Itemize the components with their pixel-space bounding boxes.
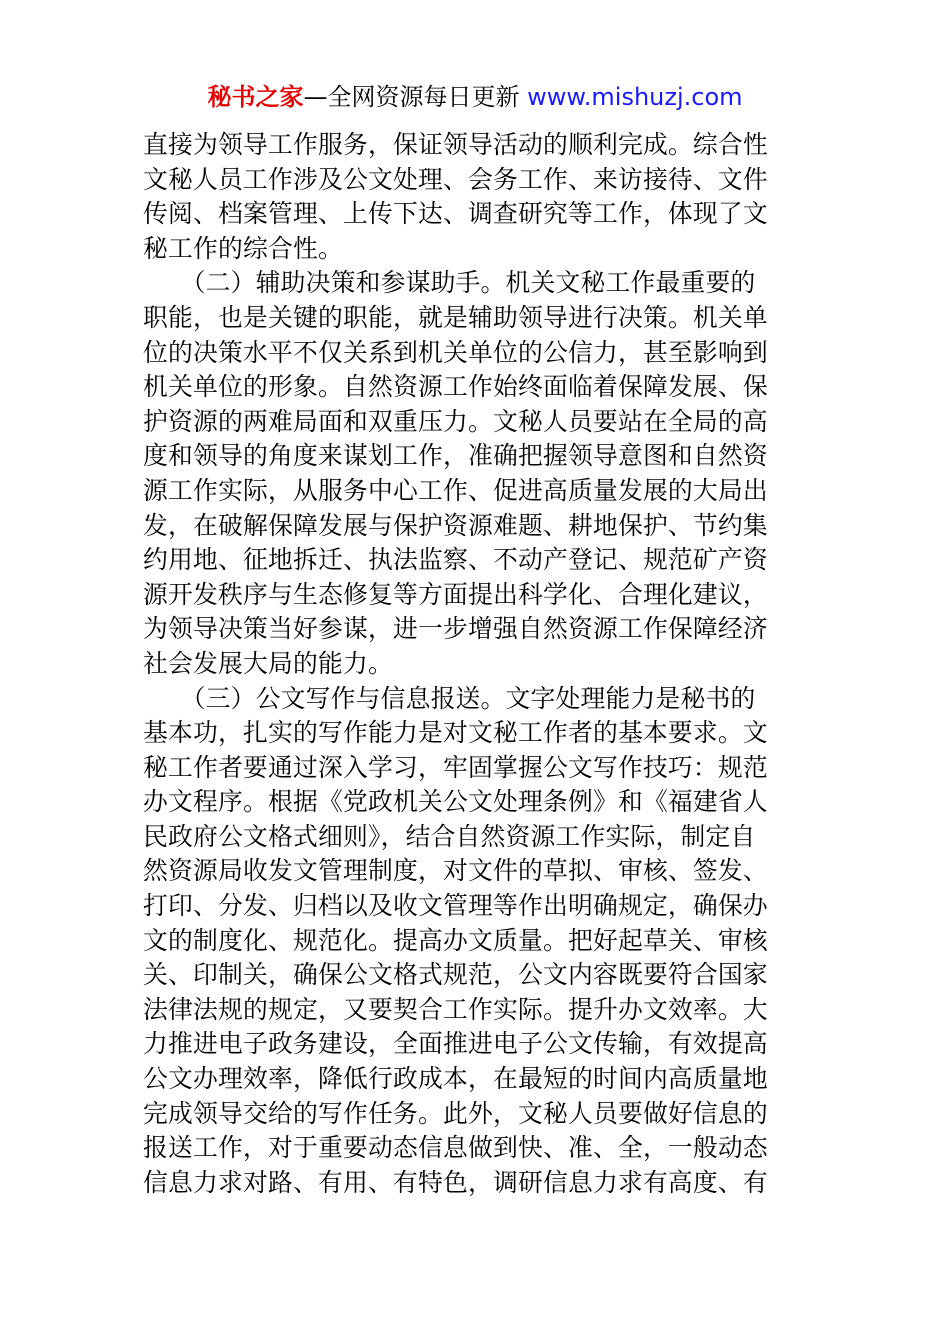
- text-line: 关、印制关，确保公文格式规范，公文内容既要符合国家: [143, 960, 768, 990]
- text-line: 报送工作，对于重要动态信息做到快、准、全，一般动态: [143, 1133, 768, 1163]
- text-line: 力推进电子政务建设，全面推进电子公文传输，有效提高: [143, 1029, 768, 1059]
- website-link[interactable]: www.mishuzj.com: [527, 83, 743, 111]
- page-header: [0, 80, 950, 114]
- brand-name: 秘书之家: [207, 83, 304, 111]
- text-line: 然资源局收发文管理制度，对文件的草拟、审核、签发、: [143, 856, 768, 886]
- text-line: 职能，也是关键的职能，就是辅助领导进行决策。机关单: [143, 302, 768, 332]
- text-line: 位的决策水平不仅关系到机关单位的公信力，甚至影响到: [143, 337, 768, 367]
- text-line: 传阅、档案管理、上传下达、调查研究等工作，体现了文: [143, 199, 768, 229]
- text-line: 文秘人员工作涉及公文处理、会务工作、来访接待、文件: [143, 164, 768, 194]
- text-line: 秘工作的综合性。: [143, 233, 343, 263]
- text-line: 源开发秩序与生态修复等方面提出科学化、合理化建议，: [143, 579, 768, 609]
- text-line: 约用地、征地拆迁、执法监察、不动产登记、规范矿产资: [143, 545, 768, 575]
- document-body: [143, 128, 808, 1200]
- text-line: 民政府公文格式细则》，结合自然资源工作实际，制定自: [143, 821, 756, 851]
- text-line: 为领导决策当好参谋，进一步增强自然资源工作保障经济: [143, 614, 768, 644]
- header-tagline: —全网资源每日更新: [303, 83, 528, 111]
- text-line: 发，在破解保障发展与保护资源难题、耕地保护、节约集: [143, 510, 768, 540]
- text-line: 打印、分发、归档以及收文管理等作出明确规定，确保办: [143, 891, 768, 921]
- section-heading-line: （三）公文写作与信息报送。文字处理能力是秘书的: [143, 683, 756, 713]
- text-line: 机关单位的形象。自然资源工作始终面临着保障发展、保: [143, 372, 768, 402]
- text-line: 度和领导的角度来谋划工作，准确把握领导意图和自然资: [143, 441, 768, 471]
- section-heading-line: （二）辅助决策和参谋助手。机关文秘工作最重要的: [143, 268, 756, 298]
- text-line: 办文程序。根据《党政机关公文处理条例》和《福建省人: [143, 787, 768, 817]
- text-line: 护资源的两难局面和双重压力。文秘人员要站在全局的高: [143, 406, 768, 436]
- text-line: 法律法规的规定，又要契合工作实际。提升办文效率。大: [143, 994, 768, 1024]
- text-line: 社会发展大局的能力。: [143, 648, 393, 678]
- text-line: 秘工作者要通过深入学习，牢固掌握公文写作技巧：规范: [143, 752, 768, 782]
- text-line: 基本功，扎实的写作能力是对文秘工作者的基本要求。文: [143, 718, 768, 748]
- text-line: 文的制度化、规范化。提高办文质量。把好起草关、审核: [143, 925, 768, 955]
- text-line: 源工作实际，从服务中心工作、促进高质量发展的大局出: [143, 475, 768, 505]
- text-line: 信息力求对路、有用、有特色，调研信息力求有高度、有: [143, 1167, 768, 1197]
- text-line: 直接为领导工作服务，保证领导活动的顺利完成。综合性: [143, 130, 768, 159]
- text-line: 公文办理效率，降低行政成本，在最短的时间内高质量地: [143, 1064, 768, 1094]
- text-line: 完成领导交给的写作任务。此外，文秘人员要做好信息的: [143, 1098, 768, 1128]
